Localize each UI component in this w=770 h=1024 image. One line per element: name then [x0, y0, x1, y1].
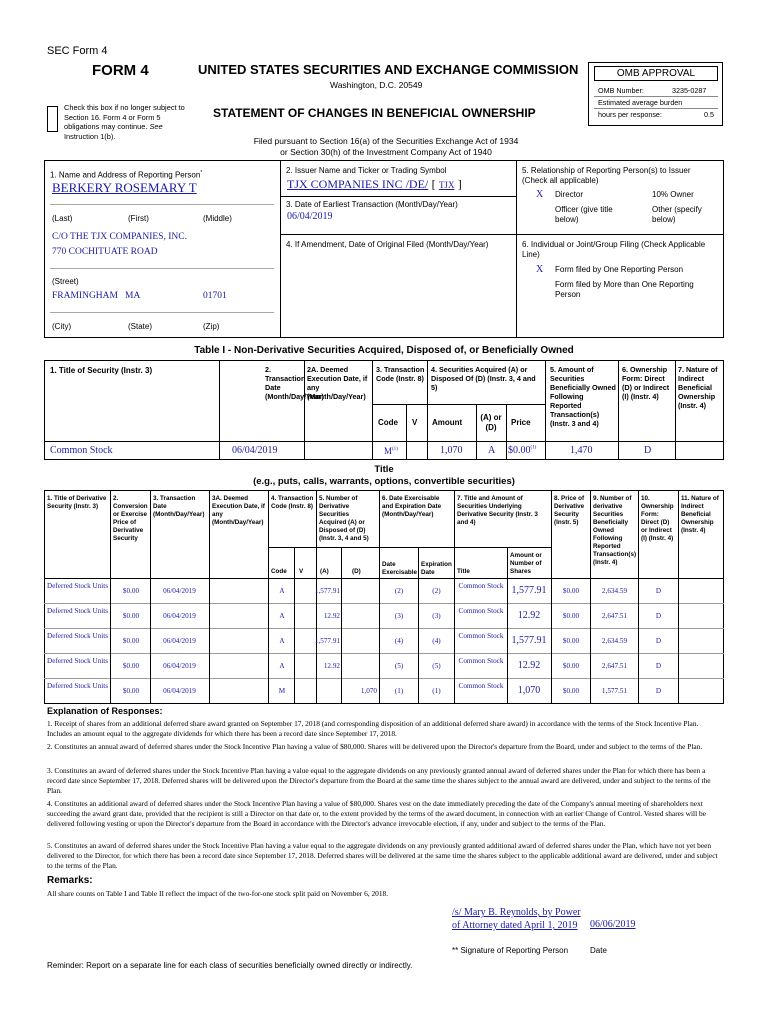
t1-h2a: 2A. Deemed Execution Date, if any (Month/Day/Year) [307, 365, 368, 401]
t2-conv: $0.00 [122, 587, 140, 595]
no-longer-subject-checkbox[interactable] [47, 106, 58, 132]
sec-form-label: SEC Form 4 [47, 45, 108, 57]
t2-h10: 10. Ownership Form: Direct (D) or Indirect (I) (Instr. 4) [641, 495, 674, 542]
t2-u-title: Common Stock [458, 632, 504, 640]
t2-u-amt: 1,577.91 [511, 635, 547, 646]
t2-exp: Expiration Date [421, 561, 452, 576]
t1-v: V [412, 418, 418, 427]
t2-conv: $0.00 [122, 612, 140, 620]
t2-price: $0.00 [562, 687, 580, 695]
t2-title: Deferred Stock Units [47, 682, 109, 690]
t2-price: $0.00 [562, 587, 580, 595]
t2-code: A [279, 637, 285, 645]
one-person-label: Form filed by One Reporting Person [555, 265, 684, 274]
t2-code: M [278, 687, 286, 695]
t2-exp: (4) [432, 637, 441, 645]
t2-h5: 5. Number of Derivative Securities Acquired (A) or Disposed of (D) (Instr. 3, 4 and 5) [319, 495, 369, 542]
t1-amount-val: 1,070 [440, 445, 463, 456]
city-value: FRAMINGHAM [52, 291, 118, 301]
t2-d: (D) [352, 568, 361, 575]
signature-label: ** Signature of Reporting Person [452, 946, 569, 955]
t2-u-title: Common Stock [458, 657, 504, 665]
omb-number: 3235-0287 [672, 86, 707, 95]
t2-ex: (3) [394, 612, 404, 620]
t2-form: D [655, 637, 662, 645]
state-label: (State) [128, 322, 153, 331]
t2-form: D [655, 687, 662, 695]
t2-amt: Amount or Number of Shares [510, 552, 542, 575]
statement-title: STATEMENT OF CHANGES IN BENEFICIAL OWNERSHIP [213, 106, 536, 120]
director-check[interactable]: X [536, 189, 544, 200]
t2-d: 1,070 [360, 687, 377, 695]
filed-pursuant: Filed pursuant to Section 16(a) of the Securities Exchange Act of 1934 or Section 30(h) of the Investment Company Act of 1940 [253, 136, 519, 157]
t2-title: Deferred Stock Units [47, 657, 109, 665]
t1-h1: 1. Title of Security (Instr. 3) [50, 366, 153, 375]
first-label: (First) [128, 214, 149, 223]
t2-code: A [279, 587, 285, 595]
zip-label: (Zip) [203, 322, 220, 331]
t2-date-ex: Date Exercisable [382, 561, 418, 576]
last-label: (Last) [52, 214, 73, 223]
t2-title: Deferred Stock Units [47, 582, 109, 590]
t1-title: Common Stock [50, 445, 113, 456]
t2-conv: $0.00 [122, 662, 140, 670]
t2-conv: $0.00 [122, 637, 140, 645]
t2-a: 12.92 [323, 612, 340, 620]
middle-label: (Middle) [203, 214, 232, 223]
t2-h8: 8. Price of Derivative Security (Instr. 5) [554, 495, 585, 526]
t2-u-title: Common Stock [458, 607, 504, 615]
t1-h7: 7. Nature of Indirect Beneficial Ownership (Instr. 4) [678, 365, 718, 410]
t2-owned: 2,647.51 [601, 662, 628, 670]
signature [452, 906, 587, 932]
remarks-title: Remarks: [47, 875, 93, 886]
t2-h9: 9. Number of derivative Securities Beneficially Owned Following Reported Transaction(s) (Instr. 4) [593, 495, 637, 566]
t2-price: $0.00 [562, 662, 580, 670]
t2-ex: (5) [394, 662, 404, 670]
officer-label: Officer (give title below) [555, 205, 613, 224]
t2-code: A [279, 612, 285, 620]
t2-owned: 2,647.51 [601, 612, 628, 620]
table1-title: Table I - Non-Derivative Securities Acquired, Disposed of, or Beneficially Owned [194, 345, 574, 356]
t2-u-amt: 1,070 [517, 685, 541, 696]
more-person-label: Form filed by More than One Reporting Person [555, 280, 694, 299]
t2-h4: 4. Transaction Code (Instr. 8) [271, 495, 314, 510]
t1-owned-val: 1,470 [570, 445, 593, 456]
t2-u-amt: 1,577.91 [511, 585, 547, 596]
earliest-date-label: 3. Date of Earliest Transaction (Month/Day/Year) [286, 200, 458, 209]
t2-v: V [299, 568, 304, 575]
checkbox-text: Check this box if no longer subject to Section 16. Form 4 or Form 5 obligations may continue. See Instruction 1(b). [64, 103, 185, 141]
t2-a: 1,577.91 [314, 587, 340, 595]
director-label: Director [555, 190, 584, 199]
t2-u-amt: 12.92 [517, 660, 541, 671]
t2-exp: (2) [432, 587, 441, 595]
t2-u-title: Common Stock [458, 582, 504, 590]
t1-code: Code [378, 418, 398, 427]
ten-pct-label: 10% Owner [652, 190, 694, 199]
state-value: MA [125, 291, 141, 301]
t2-h6: 6. Date Exercisable and Expiration Date (Month/Day/Year) [382, 495, 442, 518]
t2-h2: 2. Conversion or Exercise Price of Derivative Security [113, 495, 148, 542]
t2-h3: 3. Transaction Date (Month/Day/Year) [153, 495, 205, 518]
commission-title: UNITED STATES SECURITIES AND EXCHANGE COMMISSION [198, 62, 579, 77]
t1-ad-val: A [488, 445, 496, 456]
t2-code: Code [271, 568, 287, 575]
issuer-label: 2. Issuer Name and Ticker or Trading Symbol [286, 166, 447, 175]
t2-a: 1,577.91 [314, 637, 340, 645]
t2-date: 06/04/2019 [163, 687, 196, 695]
t2-title: Title [457, 568, 470, 575]
t2-form: D [655, 587, 662, 595]
earliest-date: 06/04/2019 [287, 211, 333, 222]
t2-form: D [655, 662, 662, 670]
t2-a: (A) [320, 568, 329, 575]
issuer-name[interactable]: TJX COMPANIES INC /DE/ [ TJX ] [287, 177, 462, 191]
address-line2: 770 COCHITUATE ROAD [52, 247, 158, 257]
t2-conv: $0.00 [122, 687, 140, 695]
t2-owned: 2,634.59 [601, 587, 628, 595]
date-label: Date [590, 946, 607, 955]
t2-form: D [655, 612, 662, 620]
footnote-4: 4. Constitutes an additional award of deferred shares under the Stock Incentive Plan having a value of $80,000. Shares vest on the date immediately preceding the date of the Company's annual meeting of shareholders next succeeding the award grant date, provided that the recipient is still a Director on that date or, to the extent provided by the terms of the award document, in connection with an earlier Change of Control. Vested shares will be delivered following vesting or upon the Director's departure from the Board in accordance with the Director's advance irrevocable election, if any, under and subject to the terms of the Plan. [47, 799, 706, 828]
t1-form-val: D [644, 445, 652, 456]
t2-h11: 11. Nature of Indirect Beneficial Ownership (Instr. 4) [681, 495, 719, 534]
t2-h7: 7. Title and Amount of Securities Underlying Derivative Security (Instr. 3 and 4) [457, 495, 538, 526]
omb-burden-label: Estimated average burden [598, 98, 683, 107]
omb-title: OMB APPROVAL [594, 66, 718, 81]
t2-date: 06/04/2019 [163, 612, 196, 620]
t2-a: 12.92 [323, 662, 340, 670]
filing-label: 6. Individual or Joint/Group Filing (Check Applicable Line) [522, 240, 706, 259]
other-label: Other (specify below) [652, 205, 702, 224]
t2-owned: 2,634.59 [601, 637, 628, 645]
t2-ex: (4) [394, 637, 404, 645]
t2-code: A [279, 662, 285, 670]
t2-owned: 1,577.51 [601, 687, 628, 695]
footnote-2: 2. Constitutes an annual award of deferred shares under the Stock Incentive Plan having a value of $80,000. Shares will be delivered upon the Director's departure from the Board, under and subject to the terms of the Plan. [47, 742, 703, 751]
signature-link[interactable]: /s/ Mary B. Reynolds, by Power of Attorney dated April 1, 2019 [452, 907, 581, 931]
one-person-check[interactable]: X [536, 264, 544, 275]
footnote-5: 5. Constitutes an award of deferred shares under the Stock Incentive Plan having a value equal to the aggregate dividends on any previously granted additional award of deferred shares under the Plan, which have not yet been delivered to the Director, for which there has been a record date since September 17, 2018. Deferred shares will be delivered at the same time the shares subject to the applicable additional award are delivered, under and subject to the terms of the Plan. [47, 841, 718, 870]
t2-date: 06/04/2019 [163, 587, 196, 595]
commission-city: Washington, D.C. 20549 [330, 80, 423, 90]
t2-u-amt: 12.92 [517, 610, 541, 621]
t2-exp: (3) [432, 612, 441, 620]
t1-amount: Amount [432, 418, 463, 427]
omb-number-label: OMB Number: [598, 86, 644, 95]
signature-date-link[interactable]: 06/06/2019 [590, 919, 636, 930]
t2-price: $0.00 [562, 612, 580, 620]
t1-date: 06/04/2019 [232, 445, 278, 456]
signature-date [590, 919, 636, 930]
t1-h3: 3. Transaction Code (Instr. 8) [376, 365, 425, 383]
relationship-label: 5. Relationship of Reporting Person(s) to Issuer (Check all applicable) [522, 166, 691, 185]
form-title: FORM 4 [92, 62, 149, 79]
t2-u-title: Common Stock [458, 682, 504, 690]
t2-date: 06/04/2019 [163, 662, 196, 670]
omb-hours-label: hours per response: [598, 110, 662, 119]
t2-exp: (1) [432, 687, 441, 695]
omb-hours: 0.5 [704, 110, 714, 119]
t1-h6: 6. Ownership Form: Direct (D) or Indirect (I) (Instr. 4) [622, 365, 670, 401]
reporting-person-label: 1. Name and Address of Reporting Person* [50, 170, 203, 180]
t2-date: 06/04/2019 [163, 637, 196, 645]
zip-value: 01701 [203, 291, 227, 301]
t2-ex: (1) [394, 687, 404, 695]
t1-price: Price [511, 418, 531, 427]
address-line1: C/O THE TJX COMPANIES, INC. [52, 232, 187, 242]
t1-code-val: $M^{(1)}$ [384, 446, 398, 456]
t2-h3a: 3A. Deemed Execution Date, if any (Month/Day/Year) [212, 495, 265, 526]
t1-aord: (A) or (D) [480, 413, 502, 432]
remarks-text: All share counts on Table I and Table II reflect the impact of the two-for-one stock split paid on November 6, 2018. [47, 889, 389, 898]
t2-h1: 1. Title of Derivative Security (Instr. 3) [47, 495, 107, 510]
t2-ex: (2) [394, 587, 404, 595]
reporting-person-name[interactable]: BERKERY ROSEMARY T [52, 180, 197, 195]
t1-price-val: $0.00$^{(1)}$ [508, 445, 537, 456]
t1-h2: 2. Transaction Date (Month/Day/Year) [265, 365, 324, 401]
t2-exp: (5) [432, 662, 441, 670]
footnote-3: 3. Constitutes an award of deferred shares under the Stock Incentive Plan having a value equal to the aggregate dividends on any previously granted annual award of deferred shares under the Plan for which there has been a record date since September 17, 2018. Deferred shares will be delivered upon the Director's departure from the Board at the same time the shares subject to the annual award are delivered, under and subject to the terms of the Plan. [47, 766, 711, 795]
t2-title: Deferred Stock Units [47, 632, 109, 640]
t1-h5: 5. Amount of Securities Beneficially Owned Following Reported Transaction(s) (Instr. 3 and 4) [550, 365, 616, 428]
city-label: (City) [52, 322, 72, 331]
amendment-label: 4. If Amendment, Date of Original Filed (Month/Day/Year) [286, 240, 489, 249]
t2-title: Deferred Stock Units [47, 607, 109, 615]
reminder: Reminder: Report on a separate line for each class of securities beneficially owned directly or indirectly. [47, 961, 413, 970]
t2-price: $0.00 [562, 637, 580, 645]
footnote-1: 1. Receipt of shares from an additional deferred share award granted on September 17, 2018 (and corresponding disposition of an additional deferred share award) in accordance with the terms of the Stock Incentive Plan. Includes an amount equal to the aggregate dividends for which there has been a record date since September 17, 2018. [47, 719, 699, 738]
table2-title: Title (e.g., puts, calls, warrants, options, convertible securities) [253, 464, 515, 487]
street-label: (Street) [52, 277, 79, 286]
explanation-title: Explanation of Responses: [47, 706, 163, 716]
t1-h4: 4. Securities Acquired (A) or Disposed Of (D) (Instr. 3, 4 and 5) [431, 365, 536, 392]
